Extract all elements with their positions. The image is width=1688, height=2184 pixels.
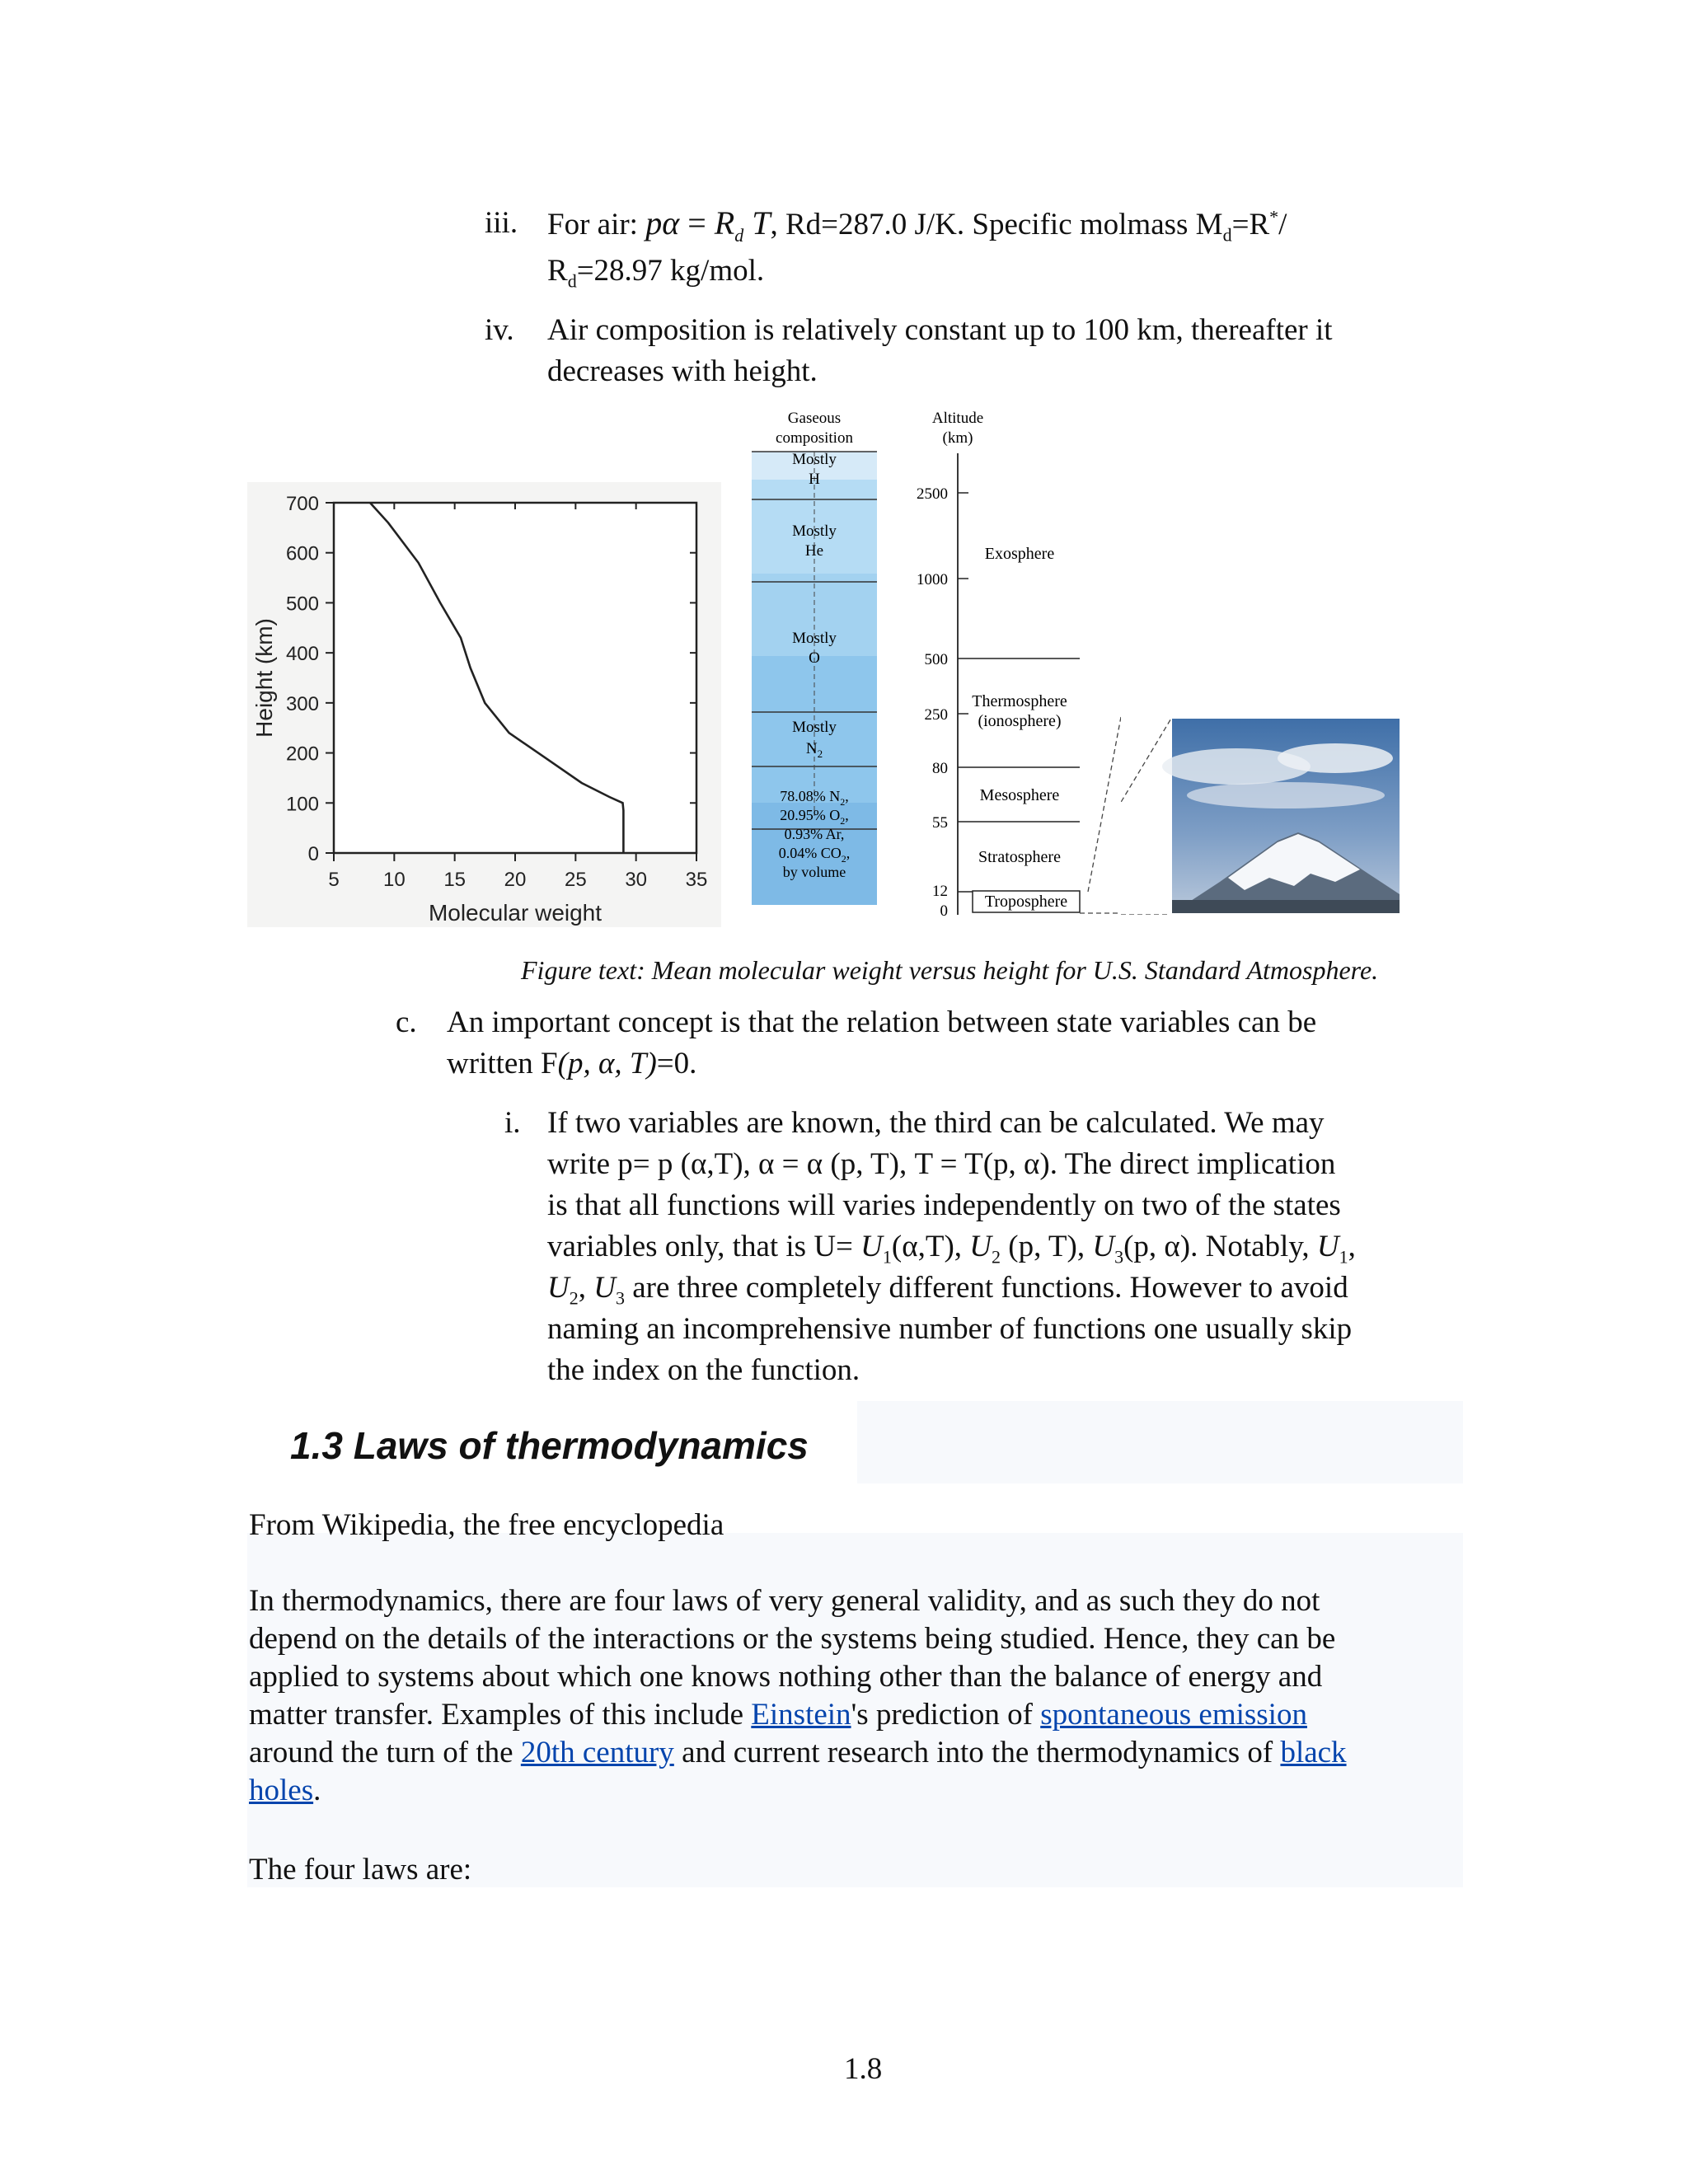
- altitude-2500: 2500: [917, 485, 948, 503]
- item-iv-line1: Air composition is relatively constant up to 100 km, thereafter it: [547, 313, 1333, 347]
- item-c-line1: An important concept is that the relation between state variables can be: [447, 1005, 1317, 1039]
- layer-exosphere: Exosphere: [984, 545, 1055, 563]
- x-tick-label: 15: [443, 869, 467, 891]
- item-i-line4: variables only, that is $U= U_1(\alpha,T)$, $U_2$ (p, T), $U_3(p$, α). Notably, $U_1$,: [547, 1230, 1356, 1268]
- comp-o-1: Mostly: [792, 630, 837, 647]
- link-einstein[interactable]: Einstein: [751, 1698, 851, 1732]
- x-axis-label: Molecular weight: [428, 900, 603, 926]
- four-laws-intro: The four laws are:: [249, 1853, 472, 1886]
- altitude-0: 0: [940, 902, 948, 920]
- layer-thermosphere: Thermosphere: [972, 692, 1067, 710]
- section-heading: 1.3 Laws of thermodynamics: [290, 1424, 809, 1467]
- x-tick-label: 30: [625, 869, 648, 891]
- altitude-250: 250: [924, 706, 948, 724]
- item-c-line2: written F(p, α, T)=0.: [447, 1047, 697, 1080]
- molecular-weight-chart: [247, 482, 721, 927]
- y-tick-label: 0: [307, 843, 319, 865]
- mix-line-3: 0.93% Ar,: [784, 826, 845, 842]
- list-marker-iii: iii.: [485, 206, 518, 240]
- air-formula: $p\alpha = R_d$ T: [645, 204, 771, 246]
- composition-header-2: composition: [776, 429, 853, 447]
- shaded-region-heading: [857, 1401, 1463, 1483]
- item-iii-line2: $R_d=28.97$ kg/mol.: [547, 254, 765, 292]
- mix-line-1: 78.08% $N_2$,: [780, 788, 849, 808]
- comp-n-1: Mostly: [792, 719, 837, 736]
- paragraph-line-4: matter transfer. Examples of this include Einstein's prediction of spontaneous emission: [249, 1698, 1307, 1732]
- layer-ionosphere: (ionosphere): [978, 712, 1062, 730]
- y-tick-label: 600: [285, 542, 319, 565]
- source-line: From Wikipedia, the free encyclopedia: [249, 1508, 724, 1542]
- link-black-holes-1[interactable]: black: [1280, 1736, 1347, 1769]
- item-iv-line2: decreases with height.: [547, 354, 818, 388]
- item-i-line2: write p= p (α,T), α = α (p, T), T = T(p, α). The direct implication: [547, 1147, 1336, 1181]
- y-tick-label: 700: [285, 493, 319, 515]
- link-black-holes-2[interactable]: holes: [249, 1774, 314, 1807]
- altitude-header-2: (km): [942, 429, 973, 447]
- comp-he-2: He: [804, 542, 824, 560]
- item-i-line7: the index on the function.: [547, 1353, 860, 1387]
- atmosphere-diagram: [742, 404, 1121, 923]
- x-tick-label: 5: [328, 869, 340, 891]
- y-tick-label: 100: [285, 793, 319, 816]
- composition-header-1: Gaseous: [787, 410, 842, 427]
- paragraph-line-2: depend on the details of the interactions or the systems being studied. Hence, they can be: [249, 1622, 1336, 1656]
- altitude-55: 55: [932, 814, 948, 832]
- mountain-photo: [1121, 717, 1401, 915]
- item-i-line1: If two variables are known, the third can be calculated. We may: [547, 1106, 1325, 1140]
- comp-h-1: Mostly: [792, 451, 837, 468]
- layer-troposphere: Troposphere: [984, 893, 1068, 911]
- figure-caption: Figure text: Mean molecular weight versus height for U.S. Standard Atmosphere.: [521, 955, 1379, 985]
- altitude-500: 500: [924, 651, 948, 668]
- x-tick-label: 10: [382, 869, 406, 891]
- comp-o-2: O: [809, 649, 820, 667]
- plot-frame: [334, 503, 696, 853]
- altitude-12: 12: [932, 883, 948, 900]
- list-marker-i: i.: [504, 1106, 521, 1140]
- x-tick-label: 25: [564, 869, 587, 891]
- comp-n-2: $N_2$: [805, 740, 823, 760]
- mix-line-2: 20.95% $O_2$,: [780, 807, 849, 827]
- item-i-line3: is that all functions will varies independently on two of the states: [547, 1188, 1341, 1222]
- list-marker-c: c.: [396, 1005, 417, 1039]
- item-i-line5: $U_2$, $U_3$ are three completely different functions. However to avoid: [547, 1271, 1348, 1309]
- altitude-1000: 1000: [917, 571, 948, 588]
- paragraph-line-1: In thermodynamics, there are four laws of very general validity, and as such they do not: [249, 1584, 1320, 1618]
- link-spontaneous-emission[interactable]: spontaneous emission: [1040, 1698, 1307, 1732]
- y-tick-label: 400: [285, 643, 319, 666]
- page-number: 1.8: [844, 2052, 883, 2086]
- layer-mesosphere: Mesosphere: [979, 786, 1060, 804]
- y-tick-label: 300: [285, 692, 319, 715]
- item-iii-line1: For air: $p\alpha = R_d$ T, Rd=287.0 J/K. Specific molmass $M_d=R^*/$: [547, 204, 1287, 246]
- altitude-header-1: Altitude: [931, 410, 984, 427]
- paragraph-line-6: holes.: [249, 1774, 321, 1807]
- y-axis-label: Height (km): [251, 618, 277, 738]
- x-tick-label: 35: [685, 869, 708, 891]
- x-tick-label: 20: [504, 869, 527, 891]
- mix-line-4: 0.04% $CO_2$,: [778, 845, 851, 865]
- paragraph-line-5: around the turn of the 20th century and current research into the thermodynamics of black: [249, 1736, 1347, 1769]
- y-tick-label: 500: [285, 593, 319, 616]
- mix-line-5: by volume: [782, 864, 846, 880]
- paragraph-line-3: applied to systems about which one knows nothing other than the balance of energy and: [249, 1660, 1323, 1694]
- layer-stratosphere: Stratosphere: [978, 848, 1061, 866]
- comp-he-1: Mostly: [792, 523, 837, 540]
- list-marker-iv: iv.: [485, 313, 514, 347]
- y-tick-label: 200: [285, 743, 319, 766]
- item-i-line6: naming an incomprehensive number of functions one usually skip: [547, 1312, 1353, 1346]
- comp-h-2: H: [809, 471, 820, 488]
- altitude-80: 80: [932, 760, 948, 777]
- link-20th-century[interactable]: 20th century: [520, 1736, 674, 1769]
